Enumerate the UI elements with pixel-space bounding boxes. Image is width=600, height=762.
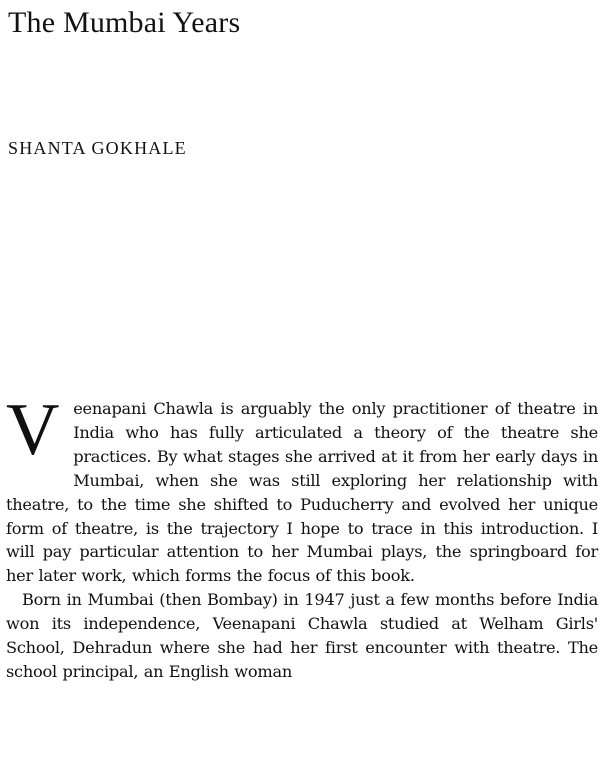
chapter-body: [6, 389, 598, 684]
chapter-title: The Mumbai Years: [8, 6, 241, 39]
paragraph-1: [6, 389, 598, 588]
drop-cap-letter: V: [6, 389, 60, 471]
paragraph-2: Born in Mumbai (then Bombay) in 1947 just a few months before India won its independence, Veenapani Chawla studied at Welham Girls' School, Dehradun where she had her first encounter with theatre. The school principal, an English woman: [6, 590, 598, 681]
chapter-author: SHANTA GOKHALE: [8, 138, 187, 158]
paragraph-1-text: eenapani Chawla is arguably the only practitioner of theatre in India who has fully articulated a theory of the theatre she practices. By what stages she arrived at it from her early days in Mumbai, when she was still exploring her relationship with theatre, to the time she shifted to Puducherry and evolved her unique form of theatre, is the trajectory I hope to trace in this introduction. I will pay particular attention to her Mumbai plays, the springboard for her later work, which forms the focus of this book.: [6, 399, 598, 586]
